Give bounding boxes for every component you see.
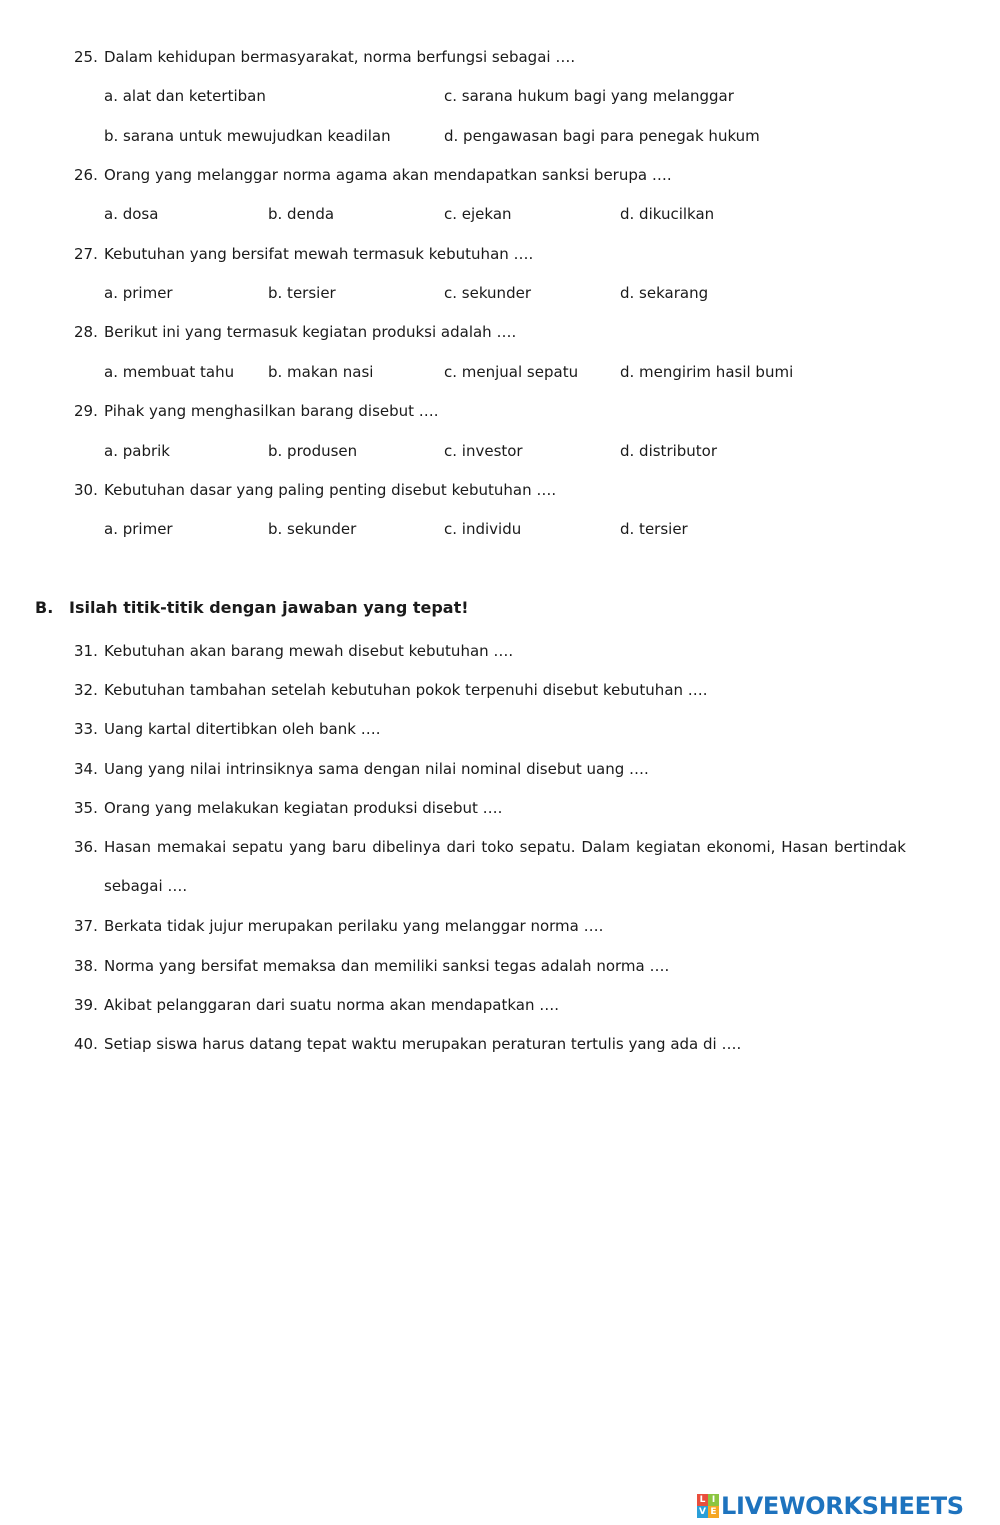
option-c[interactable]: c. menjual sepatu bbox=[444, 363, 579, 381]
option-a[interactable]: a. primer bbox=[104, 520, 173, 538]
question-text: Berikut ini yang termasuk kegiatan produksi adalah …. bbox=[104, 323, 517, 341]
question-text: Uang kartal ditertibkan oleh bank …. bbox=[104, 720, 381, 738]
question-number: 28. bbox=[74, 323, 98, 341]
question-number: 38. bbox=[74, 957, 98, 975]
option-c[interactable]: c. individu bbox=[444, 520, 522, 538]
option-d[interactable]: d. distributor bbox=[620, 442, 718, 460]
question-text: Setiap siswa harus datang tepat waktu merupakan peraturan tertulis yang ada di …. bbox=[104, 1035, 742, 1053]
question-text: Uang yang nilai intrinsiknya sama dengan nilai nominal disebut uang …. bbox=[104, 760, 649, 778]
question-number: 34. bbox=[74, 760, 98, 778]
question-text: Kebutuhan akan barang mewah disebut kebutuhan …. bbox=[104, 642, 514, 660]
option-b[interactable]: b. produsen bbox=[268, 442, 358, 460]
question-number: 31. bbox=[74, 642, 98, 660]
question-number: 25. bbox=[74, 48, 98, 66]
question-text: Dalam kehidupan bermasyarakat, norma berfungsi sebagai …. bbox=[104, 48, 576, 66]
question-number: 26. bbox=[74, 166, 98, 184]
question-number: 36. bbox=[74, 838, 98, 856]
option-a[interactable]: a. pabrik bbox=[104, 442, 170, 460]
question-text-continued: sebagai …. bbox=[104, 877, 188, 895]
liveworksheets-logo bbox=[697, 1492, 964, 1520]
option-c[interactable]: c. investor bbox=[444, 442, 523, 460]
logo-mark-icon bbox=[697, 1494, 719, 1518]
question-text: Kebutuhan dasar yang paling penting disebut kebutuhan …. bbox=[104, 481, 557, 499]
option-a[interactable]: a. membuat tahu bbox=[104, 363, 235, 381]
question-number: 29. bbox=[74, 402, 98, 420]
option-b[interactable]: b. makan nasi bbox=[268, 363, 374, 381]
question-number: 35. bbox=[74, 799, 98, 817]
question-number: 27. bbox=[74, 245, 98, 263]
logo-text: LIVEWORKSHEETS bbox=[721, 1492, 964, 1520]
option-a[interactable]: a. primer bbox=[104, 284, 173, 302]
question-text: Hasan memakai sepatu yang baru dibelinya dari toko sepatu. Dalam kegiatan ekonomi, Hasan bertindak bbox=[104, 838, 906, 856]
question-text: Berkata tidak jujur merupakan perilaku yang melanggar norma …. bbox=[104, 917, 604, 935]
logo-mark-letter: I bbox=[708, 1494, 719, 1506]
logo-mark-letter: E bbox=[708, 1506, 719, 1518]
question-number: 30. bbox=[74, 481, 98, 499]
option-d[interactable]: d. tersier bbox=[620, 520, 688, 538]
question-text: Orang yang melakukan kegiatan produksi disebut …. bbox=[104, 799, 503, 817]
question-number: 37. bbox=[74, 917, 98, 935]
option-b[interactable]: b. sarana untuk mewujudkan keadilan bbox=[104, 127, 391, 145]
option-d[interactable]: d. mengirim hasil bumi bbox=[620, 363, 794, 381]
logo-mark-letter: L bbox=[697, 1494, 708, 1506]
option-c[interactable]: c. ejekan bbox=[444, 205, 512, 223]
option-c[interactable]: c. sarana hukum bagi yang melanggar bbox=[444, 87, 734, 105]
question-number: 39. bbox=[74, 996, 98, 1014]
question-text: Kebutuhan yang bersifat mewah termasuk kebutuhan …. bbox=[104, 245, 534, 263]
question-number: 33. bbox=[74, 720, 98, 738]
option-a[interactable]: a. alat dan ketertiban bbox=[104, 87, 266, 105]
question-text: Norma yang bersifat memaksa dan memiliki sanksi tegas adalah norma …. bbox=[104, 957, 670, 975]
section-heading bbox=[35, 598, 469, 617]
question-number: 40. bbox=[74, 1035, 98, 1053]
option-a[interactable]: a. dosa bbox=[104, 205, 159, 223]
section-title: Isilah titik-titik dengan jawaban yang tepat! bbox=[69, 598, 469, 617]
option-b[interactable]: b. sekunder bbox=[268, 520, 357, 538]
question-text: Akibat pelanggaran dari suatu norma akan mendapatkan …. bbox=[104, 996, 560, 1014]
option-d[interactable]: d. sekarang bbox=[620, 284, 709, 302]
option-c[interactable]: c. sekunder bbox=[444, 284, 531, 302]
question-text: Pihak yang menghasilkan barang disebut …. bbox=[104, 402, 439, 420]
option-b[interactable]: b. denda bbox=[268, 205, 335, 223]
option-b[interactable]: b. tersier bbox=[268, 284, 336, 302]
section-letter: B. bbox=[35, 598, 54, 617]
question-text: Orang yang melanggar norma agama akan mendapatkan sanksi berupa …. bbox=[104, 166, 672, 184]
logo-mark-letter: V bbox=[697, 1506, 708, 1518]
option-d[interactable]: d. pengawasan bagi para penegak hukum bbox=[444, 127, 760, 145]
question-number: 32. bbox=[74, 681, 98, 699]
question-text: Kebutuhan tambahan setelah kebutuhan pokok terpenuhi disebut kebutuhan …. bbox=[104, 681, 708, 699]
option-d[interactable]: d. dikucilkan bbox=[620, 205, 715, 223]
